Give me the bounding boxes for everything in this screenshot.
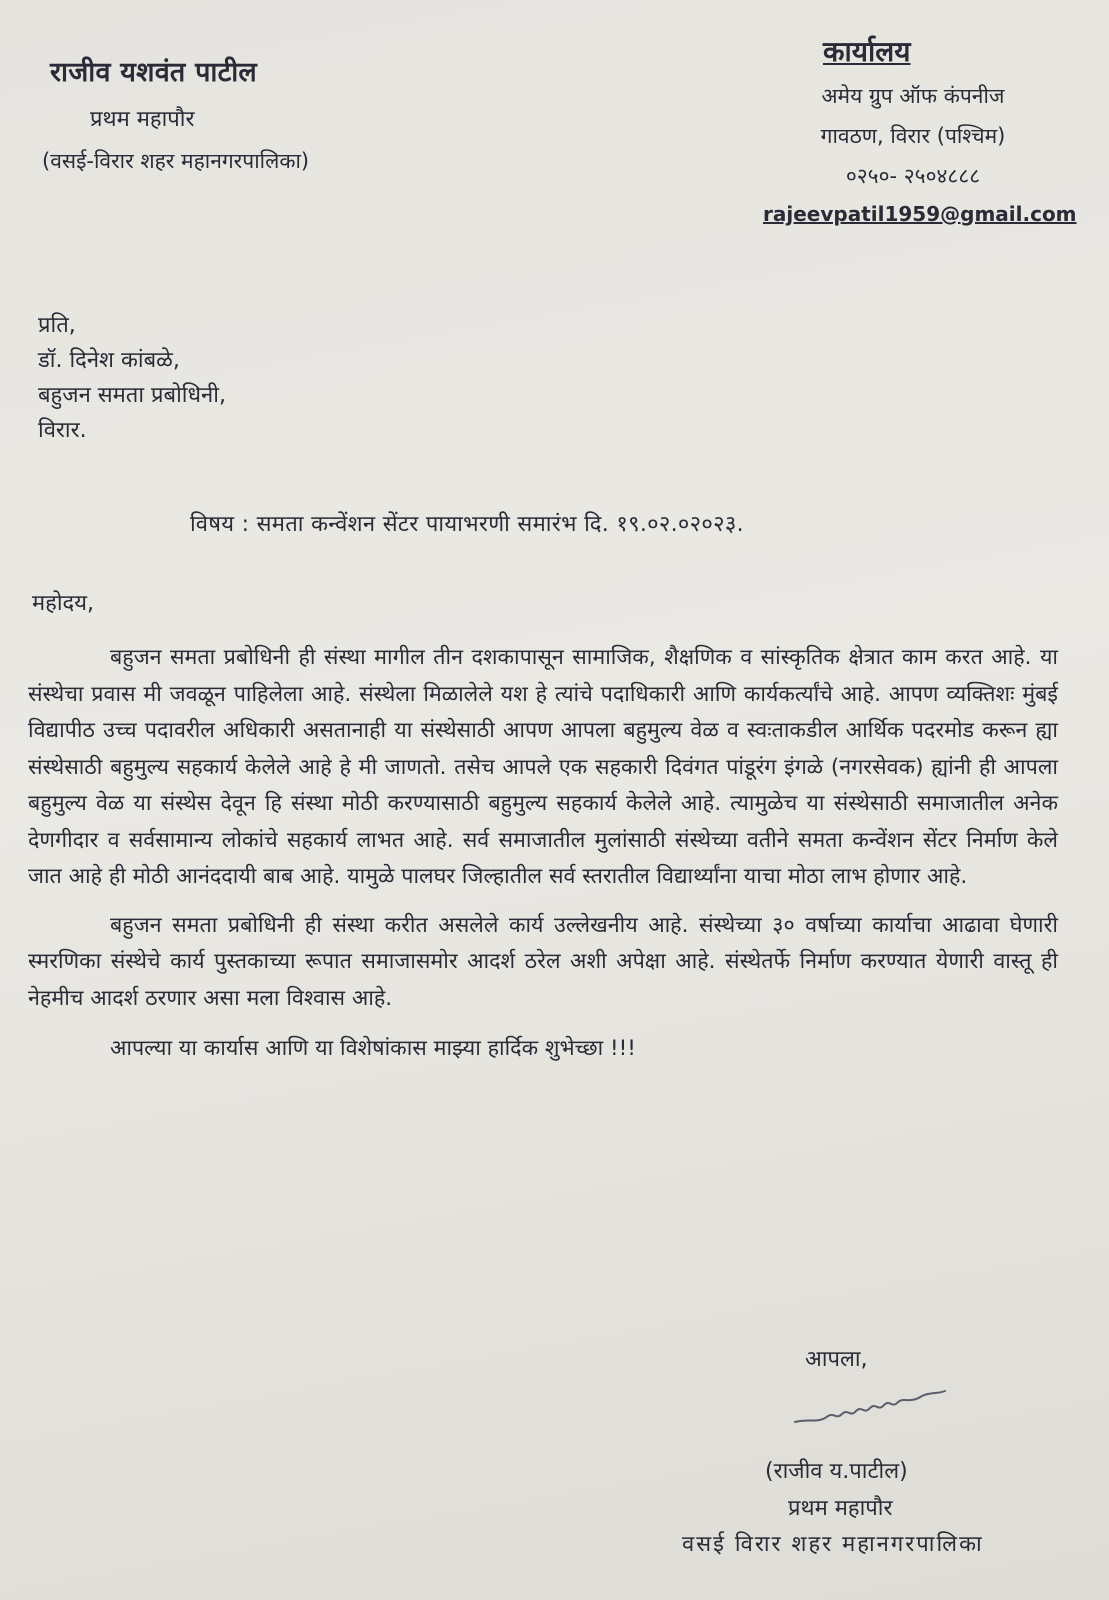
letter-body: [28, 640, 1058, 1080]
sender-name: राजीव यशवंत पाटील: [50, 57, 257, 88]
office-heading: कार्यालय: [823, 35, 911, 68]
handwritten-signature: [790, 1384, 950, 1438]
recipient-block: [38, 308, 226, 448]
sender-block: [42, 52, 309, 175]
sender-organization: (वसई-विरार शहर महानगरपालिका): [42, 149, 310, 173]
recipient-organization: बहुजन समता प्रबोधिनी,: [38, 383, 226, 408]
signatory-name: (राजीव य.पाटील): [765, 1459, 908, 1484]
signatory-title: प्रथम महापौर: [788, 1496, 893, 1521]
subject-line: विषय : समता कन्वेंशन सेंटर पायाभरणी समारंभ दि. १९.०२.०२०२३.: [190, 512, 744, 537]
signoff: आपला,: [805, 1347, 868, 1372]
office-email: rajeevpatil1959@gmail.com: [763, 202, 1077, 226]
office-phone: ०२५०- २५०४८८८: [845, 164, 981, 188]
recipient-name: डॉ. दिनेश कांबळे,: [38, 348, 180, 373]
sender-title: प्रथम महापौर: [90, 107, 195, 132]
signatory-organization: वसई विरार शहर महानगरपालिका: [682, 1532, 984, 1557]
body-paragraph: बहुजन समता प्रबोधिनी ही संस्था करीत असलेले कार्य उल्लेखनीय आहे. संस्थेच्या ३० वर्षाच्या कार्याचा आढावा घेणारी स्मरणिका संस्थेचे कार्य पुस्तकाच्या रूपात समाजासमोर आदर्श ठरेल अशी अपेक्षा आहे. संस्थेतर्फे निर्माण करण्यात येणारी वास्तू ही नेहमीच आदर्श ठरणार असा मला विश्वास आहे.: [28, 912, 1058, 1011]
closing-wish: आपल्या या कार्यास आणि या विशेषांकास माझ्या हार्दिक शुभेच्छा !!!: [110, 1036, 636, 1061]
recipient-city: विरार.: [38, 418, 87, 443]
salutation: महोदय,: [32, 591, 94, 616]
office-block: [763, 32, 1077, 226]
recipient-prefix: प्रति,: [38, 313, 76, 338]
office-company: अमेय ग्रुप ऑफ कंपनीज: [821, 84, 1005, 108]
body-paragraph: बहुजन समता प्रबोधिनी ही संस्था मागील तीन दशकापासून सामाजिक, शैक्षणिक व सांस्कृतिक क्षेत्रात काम करत आहे. या संस्थेचा प्रवास मी जवळून पाहिलेला आहे. संस्थेला मिळालेले यश हे त्यांचे पदाधिकारी आणि कार्यकर्त्यांचे आहे. आपण व्यक्तिशः मुंबई विद्यापीठ उच्च पदावरील अधिकारी असतानाही या संस्थेसाठी आपण आपला बहुमुल्य वेळ व स्वःताकडील आर्थिक पदरमोड करून ह्या संस्थेसाठी बहुमुल्य सहकार्य केलेले आहे हे मी जाणतो. तसेच आपले एक सहकारी दिवंगत पांडूरंग इंगळे (नगरसेवक) ह्यांनी ही आपला बहुमुल्य वेळ या संस्थेस देवून हि संस्था मोठी करण्यासाठी बहुमुल्य सहकार्य केलेले आहे. त्यामुळेच या संस्थेसाठी समाजातील अनेक देणगीदार व सर्वसामान्य लोकांचे सहकार्य लाभत आहे. सर्व समाजातील मुलांसाठी संस्थेच्या वतीने समता कन्वेंशन सेंटर निर्माण केले जात आहे ही मोठी आनंददायी बाब आहे. यामुळे पालघर जिल्हातील सर्व स्तरातील विद्यार्थ्यांना याचा मोठा लाभ होणार आहे.: [28, 645, 1058, 889]
office-address: गावठण, विरार (पश्चिम): [820, 124, 1006, 148]
